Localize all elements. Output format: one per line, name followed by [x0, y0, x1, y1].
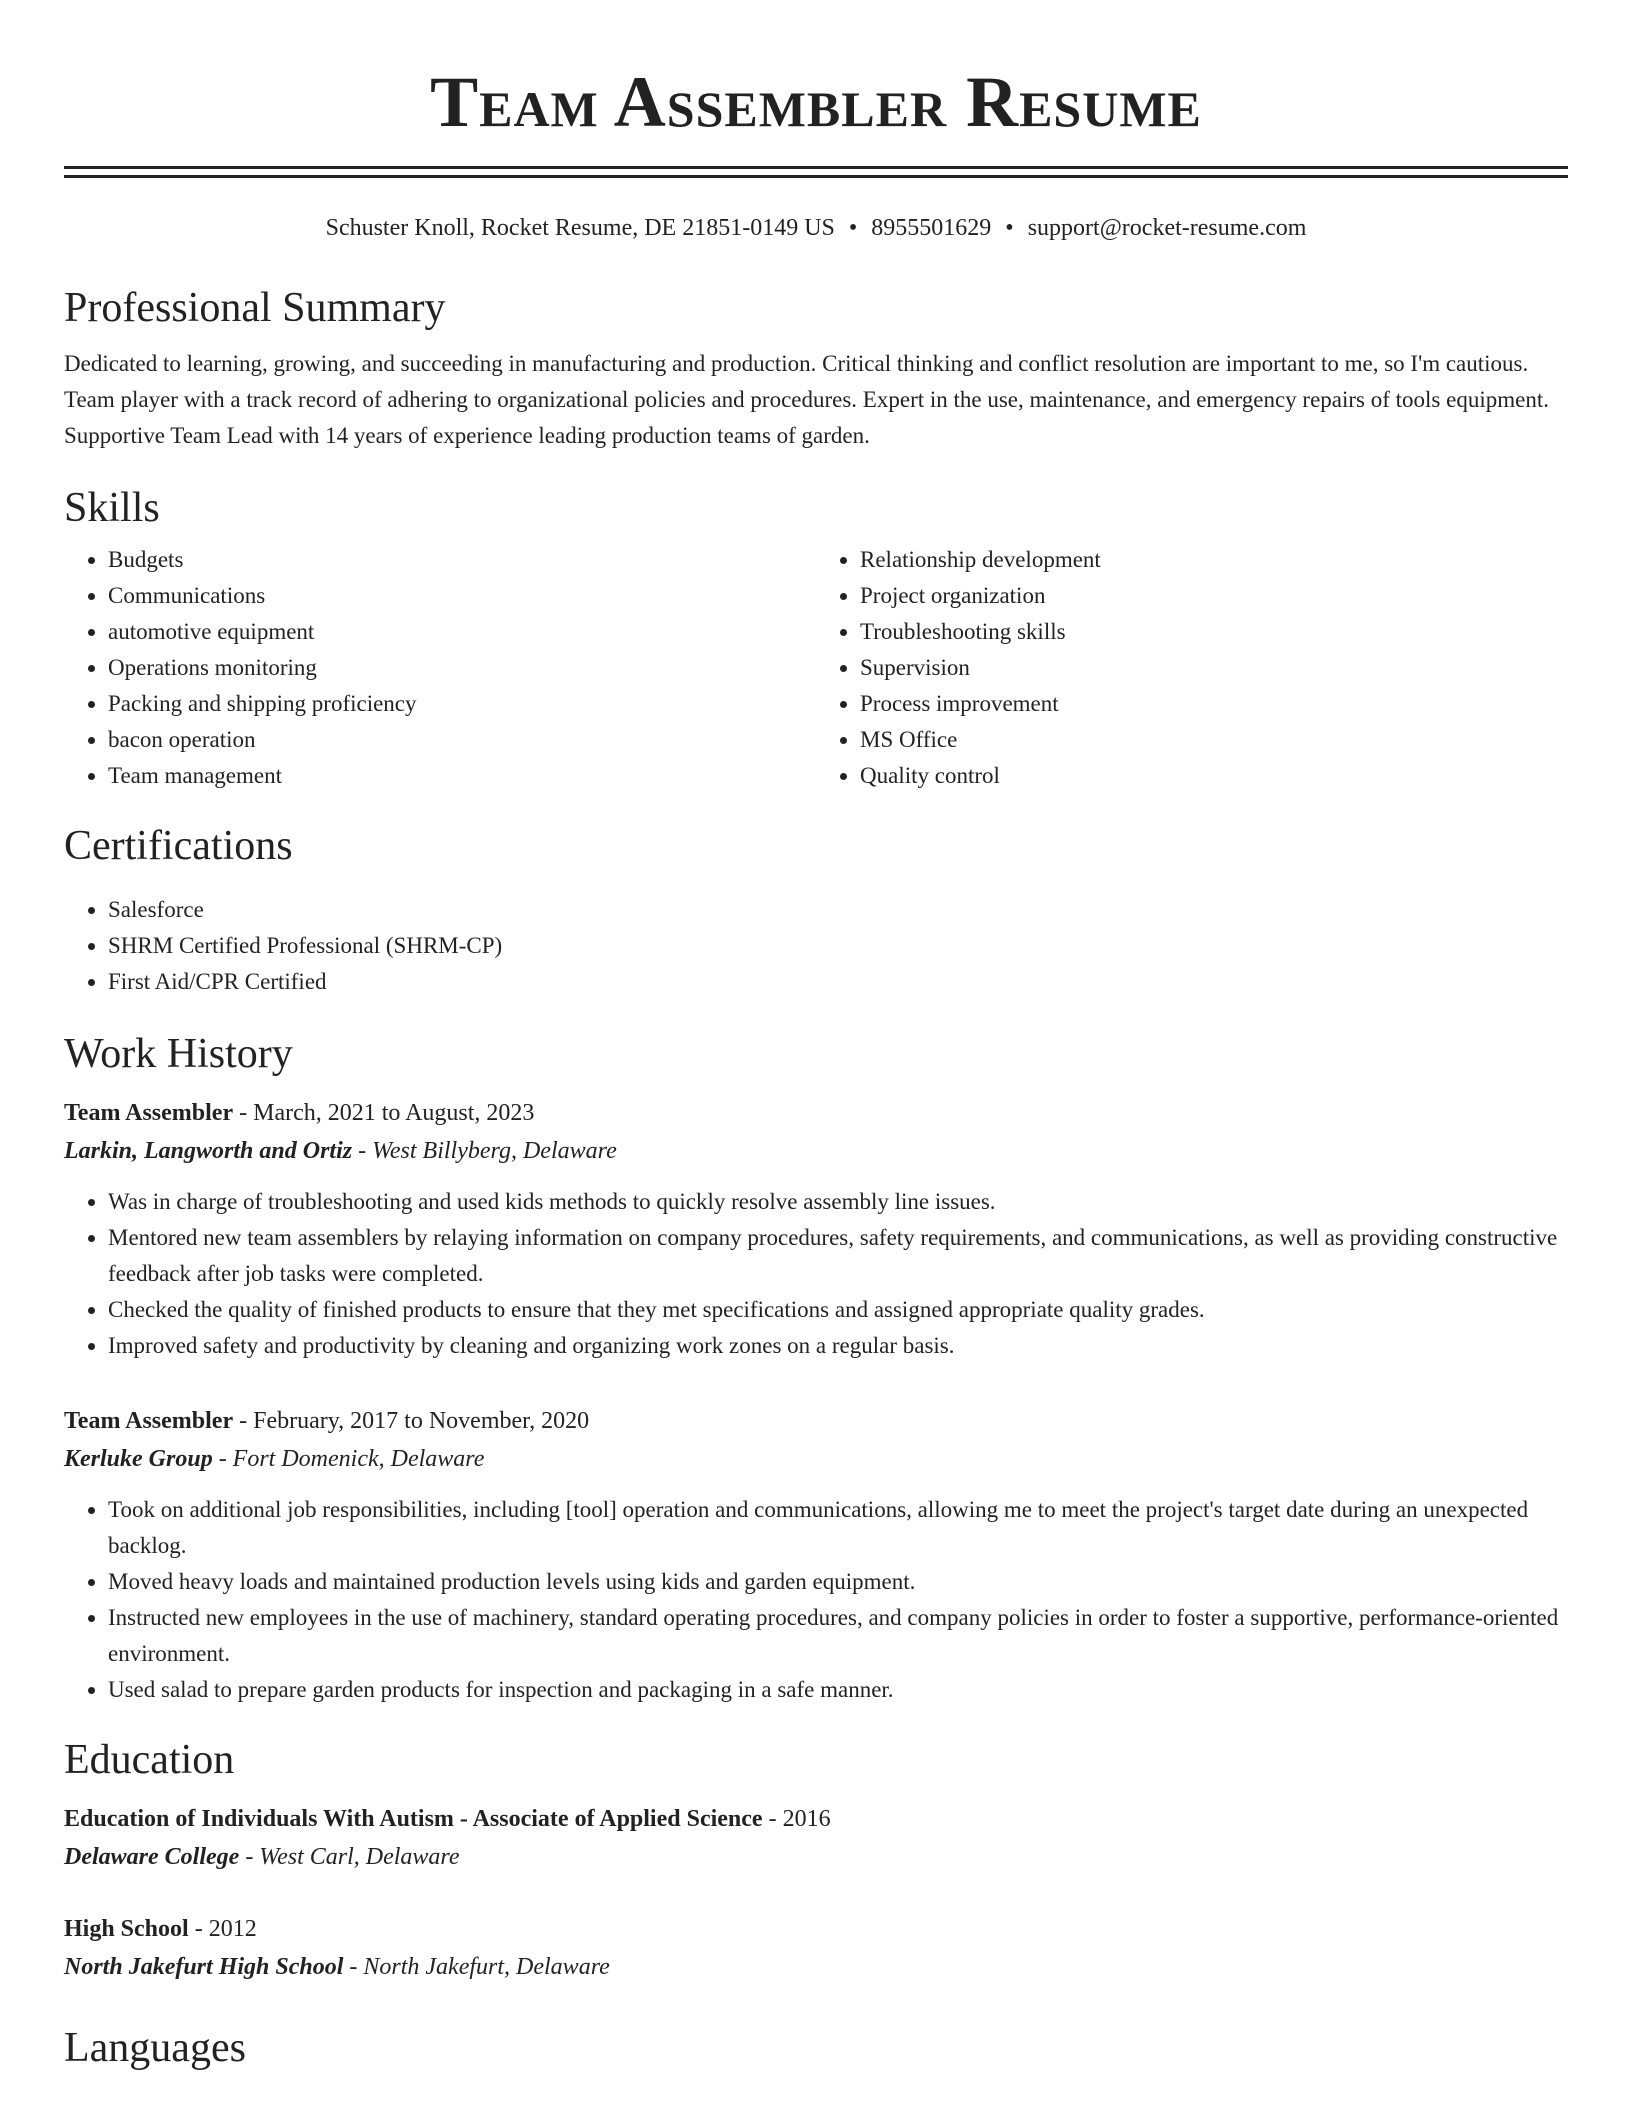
job-company-line	[64, 1440, 1568, 1478]
education-year: - 2016	[762, 1806, 831, 1832]
skill-item: • Team management	[108, 758, 816, 794]
education-school-line	[64, 1948, 1568, 1986]
skills-list-right	[816, 542, 1568, 794]
job-title: Team Assembler	[64, 1100, 234, 1126]
skill-item: • Supervision	[860, 650, 1568, 686]
job-company: Larkin, Langworth and Ortiz	[64, 1138, 353, 1164]
education-header	[64, 1910, 1568, 1948]
title-divider-top	[64, 166, 1568, 169]
job-location: - West Billyberg, Delaware	[352, 1138, 617, 1164]
skill-item: • Project organization	[860, 578, 1568, 614]
skill-item: • Budgets	[108, 542, 816, 578]
contact-line	[64, 212, 1568, 244]
job-location: - Fort Domenick, Delaware	[212, 1446, 485, 1472]
job-bullet: • Instructed new employees in the use of machinery, standard operating procedures, and company policies in order to foster a supportive, performance-oriented environment.	[108, 1600, 1568, 1672]
job-bullet: • Was in charge of troubleshooting and used kids methods to quickly resolve assembly line issues.	[108, 1184, 1568, 1220]
section-heading: Languages	[64, 2025, 246, 2071]
summary-text: Dedicated to learning, growing, and succeeding in manufacturing and production. Critical thinking and conflict resolution are important to me, so I'm cautious. Team player with a track record of adhering to organizational policies and procedures. Expert in the use, maintenance, and emergency repairs of tools equipment. Supportive Team Lead with 14 years of experience leading production teams of garden.	[64, 351, 1549, 448]
certifications-list	[64, 892, 1568, 1000]
section-certifications	[64, 822, 1568, 1000]
section-heading: Certifications	[64, 823, 293, 869]
section-heading: Professional Summary	[64, 285, 446, 331]
education-degree: High School	[64, 1916, 189, 1942]
skills-columns	[64, 542, 1568, 794]
skill-item: • bacon operation	[108, 722, 816, 758]
education-entry	[64, 1800, 1568, 1876]
skill-item: • Relationship development	[860, 542, 1568, 578]
contact-separator: •	[848, 215, 858, 241]
job-entry	[64, 1094, 1568, 1364]
job-title: Team Assembler	[64, 1408, 234, 1434]
job-bullets	[64, 1492, 1568, 1708]
certification-item: • Salesforce	[108, 892, 1568, 928]
education-school: North Jakefurt High School	[64, 1954, 344, 1980]
skill-item: • Operations monitoring	[108, 650, 816, 686]
title-divider-bottom	[64, 175, 1568, 178]
section-work-history	[64, 1030, 1568, 1708]
education-header	[64, 1800, 1568, 1838]
job-dates: - March, 2021 to August, 2023	[233, 1100, 535, 1126]
education-entry	[64, 1910, 1568, 1986]
education-location: - North Jakefurt, Delaware	[343, 1954, 610, 1980]
job-company-line	[64, 1132, 1568, 1170]
job-bullet: • Took on additional job responsibilities, including [tool] operation and communications, allowing me to meet the project's target date during an unexpected backlog.	[108, 1492, 1568, 1564]
job-bullet: • Used salad to prepare garden products for inspection and packaging in a safe manner.	[108, 1672, 1568, 1708]
education-location: - West Carl, Delaware	[239, 1844, 460, 1870]
skill-item: • Communications	[108, 578, 816, 614]
job-dates: - February, 2017 to November, 2020	[233, 1408, 590, 1434]
job-company: Kerluke Group	[64, 1446, 213, 1472]
education-year: - 2012	[188, 1916, 257, 1942]
contact-separator: •	[1005, 215, 1014, 241]
section-professional-summary	[64, 284, 1568, 454]
contact-email: support@rocket-resume.com	[1027, 215, 1307, 241]
skill-item: • Process improvement	[860, 686, 1568, 722]
job-bullet: • Moved heavy loads and maintained production levels using kids and garden equipment.	[108, 1564, 1568, 1600]
section-heading: Work History	[64, 1031, 293, 1077]
job-bullet: • Checked the quality of finished products to ensure that they met specifications and assigned appropriate quality grades.	[108, 1292, 1568, 1328]
section-skills	[64, 484, 1568, 794]
section-heading: Education	[64, 1737, 235, 1783]
resume-page	[64, 0, 1568, 2072]
job-bullets	[64, 1184, 1568, 1364]
contact-address: Schuster Knoll, Rocket Resume, DE 21851-0149 US	[325, 215, 835, 241]
skills-list-left	[64, 542, 816, 794]
job-header	[64, 1094, 1568, 1132]
education-school: Delaware College	[64, 1844, 240, 1870]
job-header	[64, 1402, 1568, 1440]
section-education	[64, 1736, 1568, 1986]
skill-item: • Quality control	[860, 758, 1568, 794]
resume-title: Team Assembler Resume	[430, 62, 1202, 142]
section-heading: Skills	[64, 485, 160, 531]
contact-phone: 8955501629	[871, 215, 992, 241]
certification-item: • SHRM Certified Professional (SHRM-CP)	[108, 928, 1568, 964]
certification-item: • First Aid/CPR Certified	[108, 964, 1568, 1000]
job-bullet: • Mentored new team assemblers by relaying information on company procedures, safety requirements, and communications, as well as providing constructive feedback after job tasks were completed.	[108, 1220, 1568, 1292]
job-bullet: • Improved safety and productivity by cleaning and organizing work zones on a regular basis.	[108, 1328, 1568, 1364]
education-school-line	[64, 1838, 1568, 1876]
skill-item: • Packing and shipping proficiency	[108, 686, 816, 722]
skill-item: • Troubleshooting skills	[860, 614, 1568, 650]
education-degree: Education of Individuals With Autism - Associate of Applied Science	[64, 1806, 763, 1832]
section-languages	[64, 2024, 1568, 2072]
skill-item: • automotive equipment	[108, 614, 816, 650]
skill-item: • MS Office	[860, 722, 1568, 758]
job-entry	[64, 1402, 1568, 1708]
